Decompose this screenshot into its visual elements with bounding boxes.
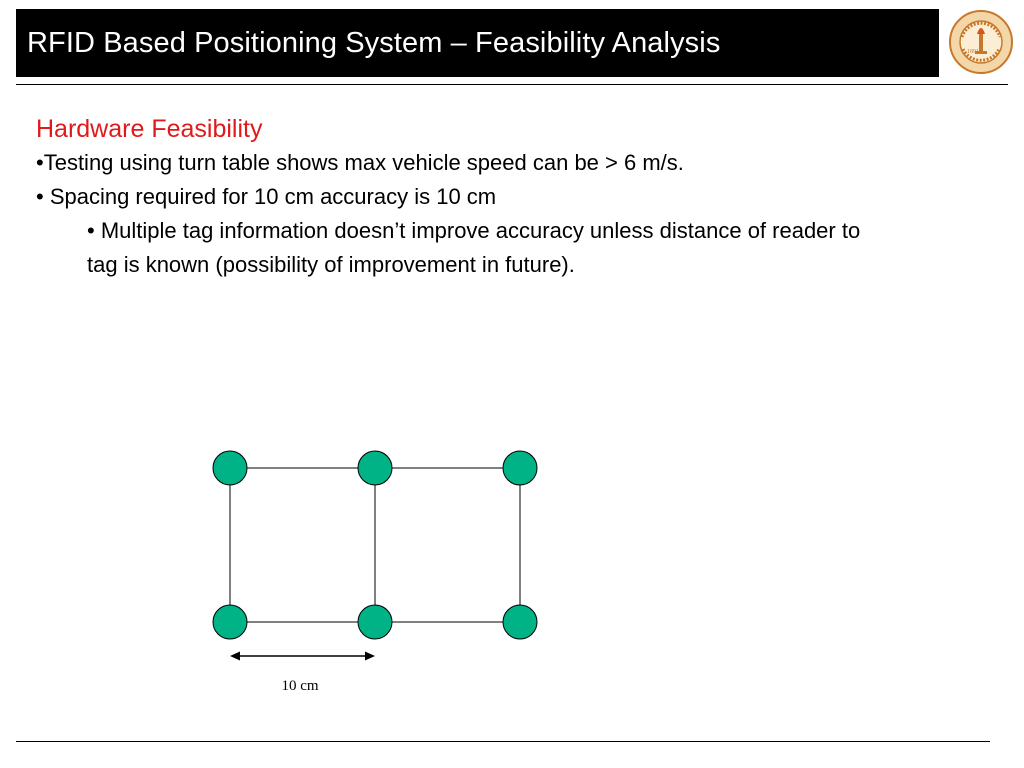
- spacing-dimension-arrow: [230, 652, 375, 661]
- tag-grid-diagram: [200, 440, 560, 710]
- caltech-seal-icon: [948, 7, 1014, 77]
- slide-body: [36, 112, 876, 282]
- title-bar: [16, 9, 939, 77]
- rfid-tag-node: [358, 451, 392, 485]
- spacing-label: 10 cm: [281, 678, 319, 694]
- rfid-tag-node: [503, 605, 537, 639]
- bullet-vehicle-speed: •Testing using turn table shows max vehicle speed can be > 6 m/s.: [36, 150, 684, 175]
- slide-title: RFID Based Positioning System – Feasibility Analysis: [27, 26, 721, 59]
- rfid-tag-node: [358, 605, 392, 639]
- logo-year: 1891: [967, 49, 979, 55]
- bullet-spacing: • Spacing required for 10 cm accuracy is 10 cm: [36, 184, 497, 209]
- section-heading: Hardware Feasibility: [36, 115, 263, 143]
- header-divider: [16, 84, 1008, 85]
- rfid-tag-node: [503, 451, 537, 485]
- rfid-tag-node: [213, 451, 247, 485]
- rfid-tag-node: [213, 605, 247, 639]
- footer-divider: [16, 741, 990, 742]
- sub-bullet-multiple-tags: • Multiple tag information doesn’t improve accuracy unless distance of reader to tag is known (possibility of improvement in future).: [87, 218, 861, 277]
- grid-lines: [230, 468, 520, 622]
